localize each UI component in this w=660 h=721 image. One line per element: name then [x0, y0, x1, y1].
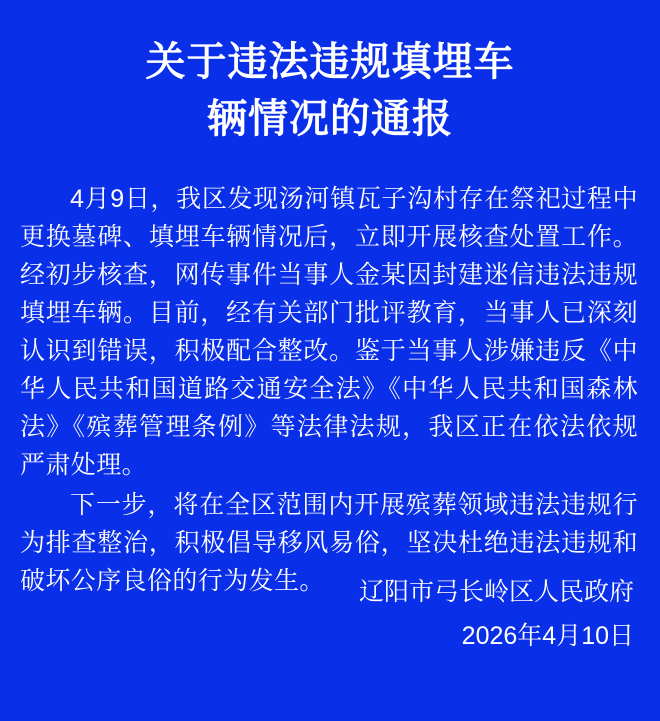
page-title-line-2: 辆情况的通报 — [207, 96, 453, 141]
signature-block — [359, 574, 634, 655]
signature-date: 2026年4月10日 — [461, 621, 634, 650]
notice-paragraph-2: 下一步，将在全区范围内开展殡葬领域违法违规行为排查整治，积极倡导移风易俗，坚决杜绝违法违规和破坏公序良俗的行为发生。 — [20, 490, 638, 595]
notice-paragraph-1: 4月9日，我区发现汤河镇瓦子沟村存在祭祀过程中更换墓碑、填埋车辆情况后，立即开展核查处置工作。经初步核查，网传事件当事人金某因封建迷信违法违规填埋车辆。目前，经有关部门批评教育，当事人已深刻认识到错误，积极配合整改。鉴于当事人涉嫌违反《中华人民共和国道路交通安全法》《中华人民共和国森林法》《殡葬管理条例》等法律法规，我区正在依法依规严肃处理。 — [20, 184, 638, 479]
notice-body — [0, 180, 660, 602]
signature-organization: 辽阳市弓长岭区人民政府 — [358, 578, 634, 606]
page-title — [0, 34, 660, 148]
page-title-line-1: 关于违法违规填埋车 — [145, 40, 515, 84]
